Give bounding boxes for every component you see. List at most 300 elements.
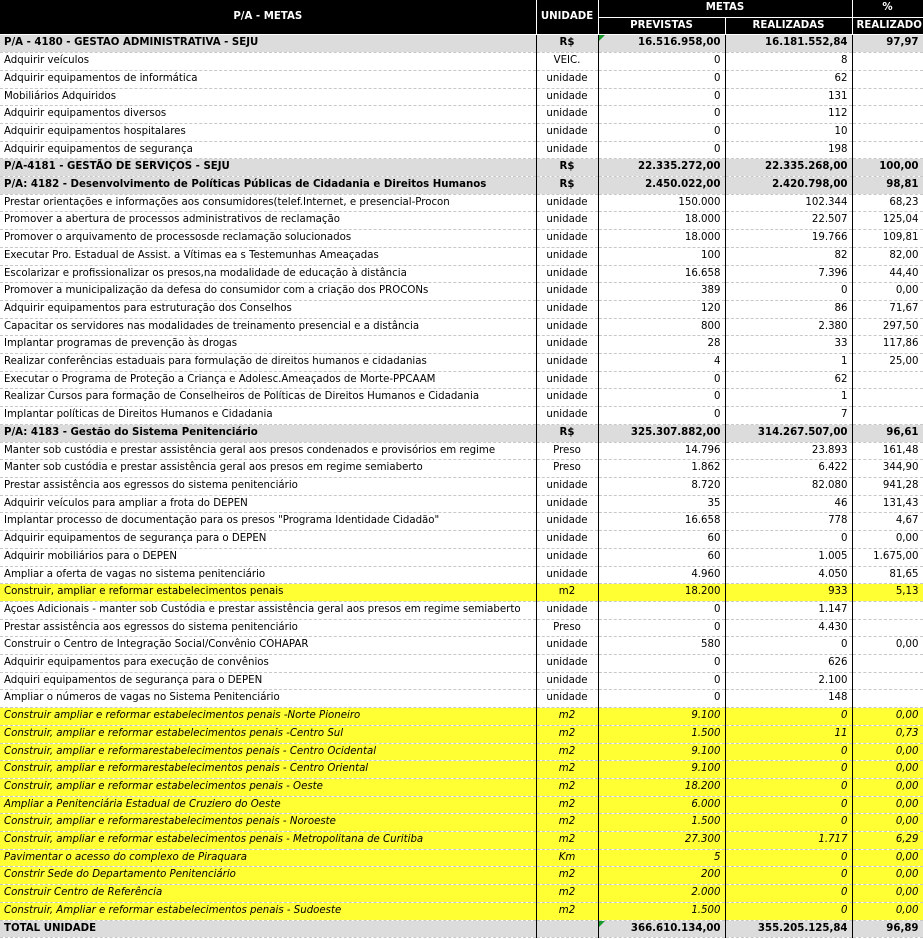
previstas-cell: 0 <box>598 88 725 106</box>
desc-cell: Implantar processo de documentação para os presos "Programa Identidade Cidadão" <box>0 513 536 531</box>
percent-cell <box>852 407 923 425</box>
realizadas-cell: 19.766 <box>725 230 852 248</box>
desc-cell: Executar o Programa de Proteção a Criança e Adolesc.Ameaçados de Morte-PPCAAM <box>0 371 536 389</box>
table-row <box>0 743 923 761</box>
table-row <box>0 477 923 495</box>
previstas-cell: 0 <box>598 389 725 407</box>
desc-cell: Capacitar os servidores nas modalidades de treinamento presencial e a distância <box>0 318 536 336</box>
table-row <box>0 247 923 265</box>
realizadas-cell: 10 <box>725 123 852 141</box>
percent-cell: 0,00 <box>852 708 923 726</box>
realizadas-cell: 0 <box>725 902 852 920</box>
realizadas-cell: 82.080 <box>725 477 852 495</box>
previstas-cell: 150.000 <box>598 194 725 212</box>
previstas-cell: 60 <box>598 548 725 566</box>
percent-cell: 1.675,00 <box>852 548 923 566</box>
table-row <box>0 814 923 832</box>
realizadas-cell: 933 <box>725 584 852 602</box>
unit-cell: unidade <box>536 300 598 318</box>
table-row <box>0 548 923 566</box>
realizadas-cell: 355.205.125,84 <box>725 920 852 938</box>
percent-cell: 0,00 <box>852 902 923 920</box>
unit-cell: unidade <box>536 212 598 230</box>
table-row <box>0 513 923 531</box>
percent-cell: 344,90 <box>852 460 923 478</box>
table-row <box>0 495 923 513</box>
previstas-cell: 580 <box>598 637 725 655</box>
table-row <box>0 300 923 318</box>
header-unidade: UNIDADE <box>536 0 598 35</box>
realizadas-cell: 6.422 <box>725 460 852 478</box>
previstas-cell: 0 <box>598 407 725 425</box>
table-row <box>0 796 923 814</box>
table-row <box>0 212 923 230</box>
realizadas-cell: 0 <box>725 885 852 903</box>
table-row <box>0 53 923 71</box>
realizadas-cell: 22.335.268,00 <box>725 159 852 177</box>
previstas-cell: 60 <box>598 531 725 549</box>
table-row <box>0 601 923 619</box>
percent-cell <box>852 655 923 673</box>
desc-cell: Realizar conferências estaduais para formulação de direitos humanos e cidadanias <box>0 354 536 372</box>
unit-cell: unidade <box>536 70 598 88</box>
desc-cell: Executar Pro. Estadual de Assist. a Vítimas ea s Testemunhas Ameaçadas <box>0 247 536 265</box>
desc-cell: P/A: 4182 - Desenvolvimento de Políticas Públicas de Cidadania e Direitos Humanos <box>0 177 536 195</box>
unit-cell <box>536 920 598 938</box>
unit-cell: unidade <box>536 336 598 354</box>
table-row <box>0 672 923 690</box>
unit-cell: R$ <box>536 35 598 53</box>
unit-cell: R$ <box>536 424 598 442</box>
previstas-cell: 800 <box>598 318 725 336</box>
table-row <box>0 761 923 779</box>
table-row <box>0 123 923 141</box>
desc-cell: Adquirir equipamentos diversos <box>0 106 536 124</box>
desc-cell: Construir ampliar e reformar estabelecimentos penais -Norte Pioneiro <box>0 708 536 726</box>
percent-cell: 4,67 <box>852 513 923 531</box>
unit-cell: unidade <box>536 283 598 301</box>
desc-cell: Realizar Cursos para formação de Conselheiros de Políticas de Direitos Humanos e Cidadania <box>0 389 536 407</box>
unit-cell: unidade <box>536 531 598 549</box>
previstas-cell: 22.335.272,00 <box>598 159 725 177</box>
percent-cell: 125,04 <box>852 212 923 230</box>
previstas-cell: 16.658 <box>598 513 725 531</box>
unit-cell: m2 <box>536 867 598 885</box>
desc-cell: Construir, ampliar e reformarestabelecimentos penais - Centro Ocidental <box>0 743 536 761</box>
percent-cell: 0,00 <box>852 796 923 814</box>
percent-cell <box>852 141 923 159</box>
realizadas-cell: 62 <box>725 70 852 88</box>
table-row <box>0 88 923 106</box>
percent-cell: 117,86 <box>852 336 923 354</box>
previstas-cell: 0 <box>598 619 725 637</box>
desc-cell: Construir, ampliar e reformarestabelecimentos penais - Centro Oriental <box>0 761 536 779</box>
realizadas-cell: 314.267.507,00 <box>725 424 852 442</box>
percent-cell: 0,00 <box>852 637 923 655</box>
unit-cell: unidade <box>536 495 598 513</box>
header-pa-metas: P/A - METAS <box>0 0 536 35</box>
percent-cell: 0,00 <box>852 283 923 301</box>
unit-cell: Km <box>536 849 598 867</box>
previstas-cell: 100 <box>598 247 725 265</box>
realizadas-cell: 1.717 <box>725 832 852 850</box>
percent-cell <box>852 389 923 407</box>
percent-cell: 97,97 <box>852 35 923 53</box>
previstas-cell: 0 <box>598 371 725 389</box>
desc-cell: Mobiliários Adquiridos <box>0 88 536 106</box>
realizadas-cell: 86 <box>725 300 852 318</box>
percent-cell: 25,00 <box>852 354 923 372</box>
desc-cell: Promover a municipalização da defesa do consumidor com a criação dos PROCONs <box>0 283 536 301</box>
unit-cell: unidade <box>536 548 598 566</box>
table-row <box>0 194 923 212</box>
group-row <box>0 177 923 195</box>
percent-cell <box>852 672 923 690</box>
realizadas-cell: 0 <box>725 708 852 726</box>
realizadas-cell: 62 <box>725 371 852 389</box>
previstas-cell: 5 <box>598 849 725 867</box>
unit-cell: unidade <box>536 513 598 531</box>
percent-cell: 81,65 <box>852 566 923 584</box>
group-row <box>0 159 923 177</box>
unit-cell: Preso <box>536 619 598 637</box>
desc-cell: Adquirir equipamentos hospitalares <box>0 123 536 141</box>
desc-cell: Adquirir veículos <box>0 53 536 71</box>
previstas-cell: 389 <box>598 283 725 301</box>
percent-cell: 0,00 <box>852 761 923 779</box>
previstas-cell: 28 <box>598 336 725 354</box>
realizadas-cell: 22.507 <box>725 212 852 230</box>
realizadas-cell: 1 <box>725 389 852 407</box>
desc-cell: Promover a abertura de processos administrativos de reclamação <box>0 212 536 230</box>
table-row <box>0 531 923 549</box>
desc-cell: Adquirir equipamentos de informática <box>0 70 536 88</box>
previstas-cell: 2.000 <box>598 885 725 903</box>
unit-cell: unidade <box>536 141 598 159</box>
percent-cell: 0,00 <box>852 778 923 796</box>
header-realizadas: REALIZADAS <box>725 17 852 35</box>
realizadas-cell: 7.396 <box>725 265 852 283</box>
table-row <box>0 442 923 460</box>
realizadas-cell: 0 <box>725 283 852 301</box>
table-row <box>0 584 923 602</box>
previstas-cell: 0 <box>598 141 725 159</box>
percent-cell <box>852 619 923 637</box>
previstas-cell: 16.658 <box>598 265 725 283</box>
unit-cell: R$ <box>536 159 598 177</box>
unit-cell: unidade <box>536 389 598 407</box>
previstas-cell: 18.200 <box>598 778 725 796</box>
table-row <box>0 725 923 743</box>
realizadas-cell: 112 <box>725 106 852 124</box>
table-row <box>0 106 923 124</box>
unit-cell: unidade <box>536 655 598 673</box>
previstas-cell: 1.862 <box>598 460 725 478</box>
desc-cell: Construir, ampliar e reformar estabelecimentos penais - Metropolitana de Curitiba <box>0 832 536 850</box>
unit-cell: unidade <box>536 265 598 283</box>
unit-cell: unidade <box>536 123 598 141</box>
desc-cell: Adquirir equipamentos para execução de convênios <box>0 655 536 673</box>
realizadas-cell: 0 <box>725 796 852 814</box>
table-row <box>0 70 923 88</box>
percent-cell: 71,67 <box>852 300 923 318</box>
table-row <box>0 832 923 850</box>
previstas-cell: 18.200 <box>598 584 725 602</box>
desc-cell: Ampliar o números de vagas no Sistema Penitenciário <box>0 690 536 708</box>
percent-cell: 100,00 <box>852 159 923 177</box>
realizadas-cell: 1.147 <box>725 601 852 619</box>
previstas-cell: 6.000 <box>598 796 725 814</box>
desc-cell: Implantar políticas de Direitos Humanos e Cidadania <box>0 407 536 425</box>
unit-cell: m2 <box>536 761 598 779</box>
desc-cell: Construir Centro de Referência <box>0 885 536 903</box>
desc-cell: Ampliar a Penitenciária Estadual de Cruziero do Oeste <box>0 796 536 814</box>
previstas-cell: 1.500 <box>598 814 725 832</box>
desc-cell: Construir, ampliar e reformar estabelecimentos penais - Oeste <box>0 778 536 796</box>
group-row <box>0 35 923 53</box>
group-row <box>0 424 923 442</box>
percent-cell <box>852 690 923 708</box>
table-row <box>0 141 923 159</box>
percent-cell: 5,13 <box>852 584 923 602</box>
previstas-cell: 35 <box>598 495 725 513</box>
table-row <box>0 619 923 637</box>
table-row <box>0 460 923 478</box>
desc-cell: TOTAL UNIDADE <box>0 920 536 938</box>
desc-cell: Escolarizar e profissionalizar os presos,na modalidade de educação à distância <box>0 265 536 283</box>
unit-cell: unidade <box>536 407 598 425</box>
percent-cell: 96,61 <box>852 424 923 442</box>
realizadas-cell: 8 <box>725 53 852 71</box>
desc-cell: Constrir Sede do Departamento Penitenciário <box>0 867 536 885</box>
previstas-cell: 0 <box>598 601 725 619</box>
total-row <box>0 920 923 938</box>
desc-cell: P/A-4181 - GESTÃO DE SERVIÇOS - SEJU <box>0 159 536 177</box>
previstas-cell: 27.300 <box>598 832 725 850</box>
realizadas-cell: 778 <box>725 513 852 531</box>
realizadas-cell: 198 <box>725 141 852 159</box>
realizadas-cell: 148 <box>725 690 852 708</box>
realizadas-cell: 2.100 <box>725 672 852 690</box>
unit-cell: unidade <box>536 566 598 584</box>
realizadas-cell: 102.344 <box>725 194 852 212</box>
desc-cell: Construir o Centro de Integração Social/Convênio COHAPAR <box>0 637 536 655</box>
realizadas-cell: 0 <box>725 849 852 867</box>
percent-cell: 297,50 <box>852 318 923 336</box>
desc-cell: Construir, ampliar e reformarestabelecimentos penais - Noroeste <box>0 814 536 832</box>
unit-cell: unidade <box>536 672 598 690</box>
table-row <box>0 230 923 248</box>
realizadas-cell: 1 <box>725 354 852 372</box>
previstas-cell: 325.307.882,00 <box>598 424 725 442</box>
percent-cell: 98,81 <box>852 177 923 195</box>
previstas-cell: 14.796 <box>598 442 725 460</box>
unit-cell: m2 <box>536 778 598 796</box>
previstas-cell: 0 <box>598 655 725 673</box>
percent-cell <box>852 601 923 619</box>
table-row <box>0 371 923 389</box>
unit-cell: unidade <box>536 690 598 708</box>
percent-cell: 161,48 <box>852 442 923 460</box>
desc-cell: Adquirir equipamentos de segurança <box>0 141 536 159</box>
previstas-cell: 9.100 <box>598 743 725 761</box>
unit-cell: VEIC. <box>536 53 598 71</box>
percent-cell: 68,23 <box>852 194 923 212</box>
previstas-cell: 0 <box>598 53 725 71</box>
previstas-cell: 1.500 <box>598 902 725 920</box>
realizadas-cell: 46 <box>725 495 852 513</box>
percent-cell: 131,43 <box>852 495 923 513</box>
previstas-cell: 18.000 <box>598 212 725 230</box>
desc-cell: Construir, ampliar e reformar estabelecimentos penais <box>0 584 536 602</box>
header-realizado: REALIZADO <box>852 17 923 35</box>
unit-cell: m2 <box>536 743 598 761</box>
previstas-cell: 9.100 <box>598 708 725 726</box>
table-row <box>0 283 923 301</box>
previstas-cell: 0 <box>598 123 725 141</box>
previstas-cell: 2.450.022,00 <box>598 177 725 195</box>
table-body <box>0 35 923 938</box>
unit-cell: unidade <box>536 194 598 212</box>
percent-cell: 0,00 <box>852 814 923 832</box>
realizadas-cell: 16.181.552,84 <box>725 35 852 53</box>
realizadas-cell: 1.005 <box>725 548 852 566</box>
table-row <box>0 566 923 584</box>
percent-cell: 82,00 <box>852 247 923 265</box>
percent-cell: 0,00 <box>852 531 923 549</box>
previstas-cell: 0 <box>598 672 725 690</box>
unit-cell: m2 <box>536 902 598 920</box>
table-row <box>0 354 923 372</box>
unit-cell: m2 <box>536 796 598 814</box>
table-row <box>0 637 923 655</box>
realizadas-cell: 0 <box>725 867 852 885</box>
unit-cell: unidade <box>536 371 598 389</box>
desc-cell: Construir, ampliar e reformar estabelecimentos penais -Centro Sul <box>0 725 536 743</box>
previstas-cell: 366.610.134,00 <box>598 920 725 938</box>
table-row <box>0 902 923 920</box>
previstas-cell: 4 <box>598 354 725 372</box>
percent-cell <box>852 70 923 88</box>
realizadas-cell: 23.893 <box>725 442 852 460</box>
desc-cell: Construir, Ampliar e reformar estabelecimentos penais - Sudoeste <box>0 902 536 920</box>
percent-cell: 109,81 <box>852 230 923 248</box>
unit-cell: m2 <box>536 832 598 850</box>
percent-cell: 0,00 <box>852 849 923 867</box>
percent-cell <box>852 371 923 389</box>
realizadas-cell: 7 <box>725 407 852 425</box>
previstas-cell: 0 <box>598 106 725 124</box>
table-row <box>0 778 923 796</box>
table-row <box>0 265 923 283</box>
percent-cell <box>852 106 923 124</box>
unit-cell: unidade <box>536 477 598 495</box>
table-row <box>0 655 923 673</box>
percent-cell: 44,40 <box>852 265 923 283</box>
desc-cell: Adquirir equipamentos para estruturação dos Conselhos <box>0 300 536 318</box>
desc-cell: Manter sob custódia e prestar assistência geral aos presos em regime semiaberto <box>0 460 536 478</box>
realizadas-cell: 11 <box>725 725 852 743</box>
realizadas-cell: 4.430 <box>725 619 852 637</box>
previstas-cell: 120 <box>598 300 725 318</box>
desc-cell: Açoes Adicionais - manter sob Custódia e prestar assistência geral aos presos em regime semiaberto <box>0 601 536 619</box>
percent-cell: 0,00 <box>852 885 923 903</box>
desc-cell: Pavimentar o acesso do complexo de Piraquara <box>0 849 536 867</box>
table-row <box>0 389 923 407</box>
percent-cell <box>852 53 923 71</box>
percent-cell <box>852 123 923 141</box>
table-row <box>0 318 923 336</box>
table-row <box>0 690 923 708</box>
previstas-cell: 16.516.958,00 <box>598 35 725 53</box>
percent-cell: 941,28 <box>852 477 923 495</box>
realizadas-cell: 626 <box>725 655 852 673</box>
desc-cell: Ampliar a oferta de vagas no sistema penitenciário <box>0 566 536 584</box>
unit-cell: m2 <box>536 885 598 903</box>
unit-cell: Preso <box>536 460 598 478</box>
percent-cell: 0,00 <box>852 743 923 761</box>
unit-cell: Preso <box>536 442 598 460</box>
unit-cell: unidade <box>536 106 598 124</box>
previstas-cell: 0 <box>598 690 725 708</box>
previstas-cell: 200 <box>598 867 725 885</box>
previstas-cell: 18.000 <box>598 230 725 248</box>
desc-cell: Adquirir equipamentos de segurança para o DEPEN <box>0 531 536 549</box>
unit-cell: m2 <box>536 584 598 602</box>
desc-cell: Promover o arquivamento de processosde reclamação solucionados <box>0 230 536 248</box>
table-row <box>0 708 923 726</box>
unit-cell: unidade <box>536 637 598 655</box>
realizadas-cell: 2.380 <box>725 318 852 336</box>
unit-cell: unidade <box>536 354 598 372</box>
unit-cell: m2 <box>536 814 598 832</box>
table-row <box>0 867 923 885</box>
previstas-cell: 4.960 <box>598 566 725 584</box>
unit-cell: unidade <box>536 318 598 336</box>
realizadas-cell: 0 <box>725 637 852 655</box>
unit-cell: R$ <box>536 177 598 195</box>
realizadas-cell: 33 <box>725 336 852 354</box>
table-row <box>0 849 923 867</box>
desc-cell: Adquirir veículos para ampliar a frota do DEPEN <box>0 495 536 513</box>
desc-cell: Prestar assistência aos egressos do sistema penitenciário <box>0 477 536 495</box>
desc-cell: Prestar assistência aos egressos do sistema penitenciário <box>0 619 536 637</box>
unit-cell: m2 <box>536 725 598 743</box>
header-percent: % <box>852 0 923 17</box>
previstas-cell: 0 <box>598 70 725 88</box>
desc-cell: Prestar orientações e informações aos consumidores(telef.Internet, e presencial-Procon <box>0 194 536 212</box>
desc-cell: Adquirir mobiliários para o DEPEN <box>0 548 536 566</box>
unit-cell: unidade <box>536 88 598 106</box>
desc-cell: Adquiri equipamentos de segurança para o DEPEN <box>0 672 536 690</box>
realizadas-cell: 0 <box>725 814 852 832</box>
table-row <box>0 407 923 425</box>
unit-cell: unidade <box>536 230 598 248</box>
desc-cell: P/A: 4183 - Gestão do Sistema Penitenciário <box>0 424 536 442</box>
previstas-cell: 1.500 <box>598 725 725 743</box>
realizadas-cell: 2.420.798,00 <box>725 177 852 195</box>
percent-cell <box>852 88 923 106</box>
realizadas-cell: 0 <box>725 761 852 779</box>
percent-cell: 6,29 <box>852 832 923 850</box>
percent-cell: 0,73 <box>852 725 923 743</box>
unit-cell: m2 <box>536 708 598 726</box>
table-row <box>0 885 923 903</box>
unit-cell: unidade <box>536 601 598 619</box>
percent-cell: 96,89 <box>852 920 923 938</box>
desc-cell: Implantar programas de prevenção às drogas <box>0 336 536 354</box>
realizadas-cell: 82 <box>725 247 852 265</box>
